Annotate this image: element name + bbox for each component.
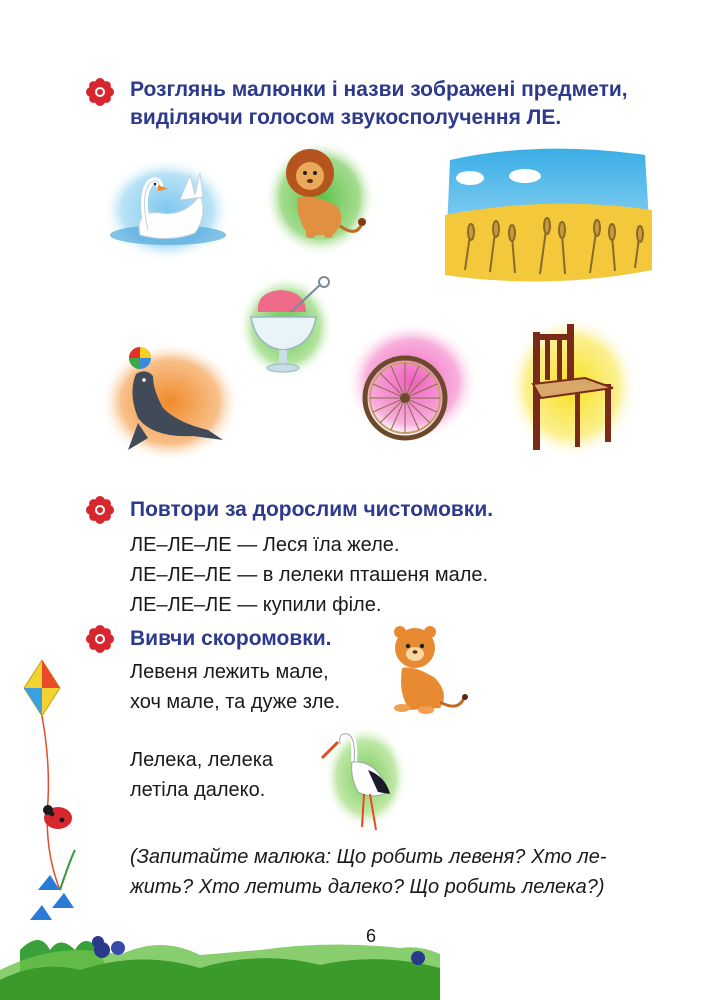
wheat-field-picture <box>440 140 655 290</box>
page-number: 6 <box>366 926 377 946</box>
flower-bullet-icon <box>86 625 114 653</box>
bicycle-wheel-picture <box>345 320 480 445</box>
section1-title-line1: Розглянь малюнки і назви зображені предмети, <box>130 78 628 101</box>
tongue-twister-line: ЛЕ–ЛЕ–ЛЕ — в лелеки пташеня мале. <box>130 564 489 586</box>
rhyme-line: хоч мале, та дуже зле. <box>130 691 341 713</box>
tongue-twister-line: ЛЕ–ЛЕ–ЛЕ — Леся їла желе. <box>130 534 400 556</box>
swan-picture <box>100 155 235 265</box>
grass-border <box>0 910 720 1000</box>
rhyme-line: Левеня лежить мале, <box>130 661 329 683</box>
lion-cub-picture <box>380 620 470 720</box>
flower-bullet-icon <box>86 78 114 106</box>
section2-title: Повтори за дорослим чистомовки. <box>130 498 494 521</box>
jelly-dessert-picture <box>236 272 346 382</box>
rhyme-line: летіла далеко. <box>130 779 266 801</box>
section3-title: Вивчи скоромовки. <box>130 627 332 650</box>
parent-note-line: (Запитайте малюка: Що робить левеня? Хто ле- <box>130 846 607 868</box>
flower-bullet-icon <box>86 496 114 524</box>
chair-picture <box>505 312 640 462</box>
lion-picture <box>262 138 382 258</box>
tongue-twister-line: ЛЕ–ЛЕ–ЛЕ — купили філе. <box>130 594 382 616</box>
stork-picture <box>318 722 408 840</box>
seal-with-ball-picture <box>98 338 243 463</box>
section1-title-line2: виділяючи голосом звукосполучення ЛЕ. <box>130 106 562 129</box>
parent-note-line: жить? Хто летить далеко? Що робить лелека?) <box>130 876 605 898</box>
rhyme-line: Лелека, лелека <box>130 749 274 771</box>
